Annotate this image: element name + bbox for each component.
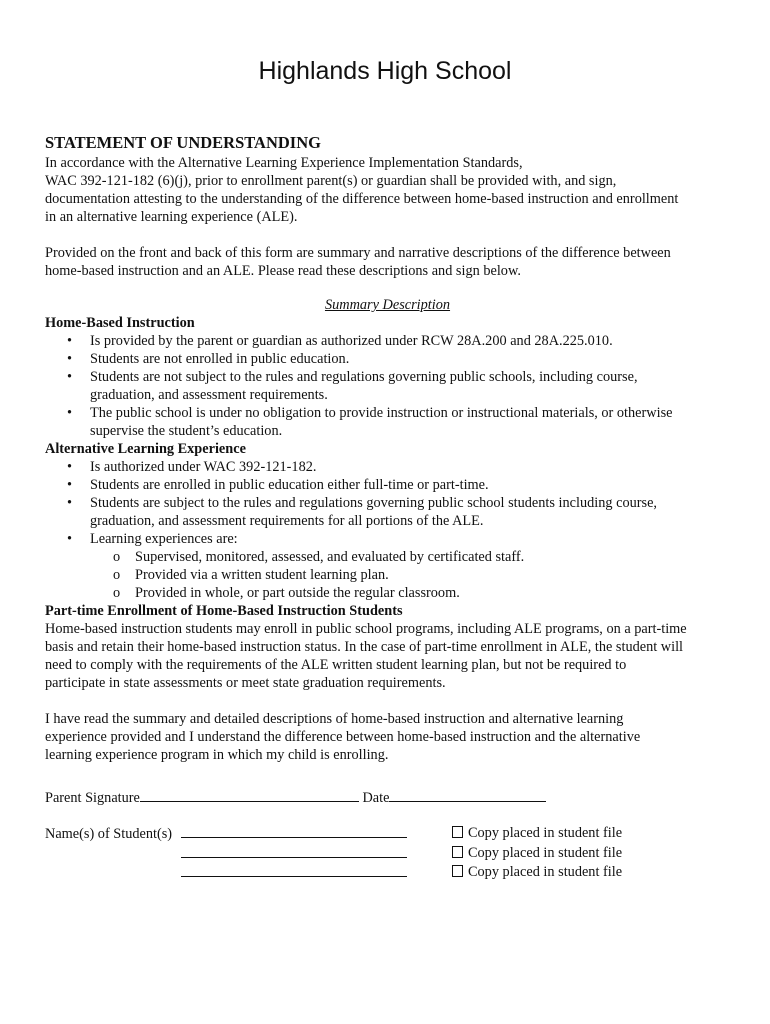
list-item: • Is provided by the parent or guardian as authorized under RCW 28A.200 and 28A.225.010. bbox=[45, 332, 730, 350]
date-line[interactable] bbox=[389, 788, 546, 802]
home-based-heading: Home-Based Instruction bbox=[45, 315, 195, 331]
sub-list-item: o Provided in whole, or part outside the regular classroom. bbox=[113, 585, 460, 601]
intro-line: WAC 392-121-182 (6)(j), prior to enrollment parent(s) or guardian shall be provided with, and sign, bbox=[45, 173, 617, 189]
list-item: • Learning experiences are: o Supervised, monitored, assessed, and evaluated by certificated staff. o Provided via a written student learning plan. o Provided in whole, or part outside the regular classroom. bbox=[45, 530, 730, 602]
intro-line: In accordance with the Alternative Learning Experience Implementation Standards, bbox=[45, 155, 523, 171]
list-item: • The public school is under no obligation to provide instruction or instructional materials, or otherwise supervise the student’s education. bbox=[45, 404, 730, 440]
provided-line: home-based instruction and an ALE. Please read these descriptions and sign below. bbox=[45, 263, 521, 279]
copy-checkboxes bbox=[452, 824, 622, 883]
copy-checkbox-row[interactable] bbox=[452, 844, 622, 864]
student-name-line[interactable] bbox=[181, 863, 407, 877]
intro-line: documentation attesting to the understanding of the difference between home-based instruction and enrollment bbox=[45, 191, 679, 207]
school-title: Highlands High School bbox=[258, 57, 512, 85]
checkbox[interactable] bbox=[452, 826, 463, 838]
list-item: • Students are not enrolled in public education. bbox=[45, 350, 730, 368]
date-label: Date bbox=[362, 790, 390, 806]
list-item: • Students are subject to the rules and regulations governing public school students including course, graduation, and assessment requirements for all portions of the ALE. bbox=[45, 494, 730, 530]
home-based-list bbox=[45, 332, 730, 440]
acknowledgement-paragraph: I have read the summary and detailed descriptions of home-based instruction and alternative learning experience provided and I understand the difference between home-based instruction and the alternative learning experience program in which my child is enrolling. bbox=[45, 711, 641, 763]
sub-list-item: o Supervised, monitored, assessed, and evaluated by certificated staff. bbox=[113, 549, 525, 565]
student-names-label: Name(s) of Student(s) bbox=[45, 826, 173, 842]
checkbox[interactable] bbox=[452, 865, 463, 877]
part-time-heading: Part-time Enrollment of Home-Based Instruction Students bbox=[45, 603, 403, 619]
intro-line: in an alternative learning experience (ALE). bbox=[45, 209, 298, 225]
copy-label: Copy placed in student file bbox=[468, 844, 623, 861]
parent-signature-row bbox=[45, 788, 546, 807]
list-item: • Students are enrolled in public education either full-time or part-time. bbox=[45, 476, 730, 494]
ale-list bbox=[45, 458, 730, 602]
list-item: • Is authorized under WAC 392-121-182. bbox=[45, 458, 730, 476]
form-body bbox=[45, 132, 730, 764]
checkbox[interactable] bbox=[452, 846, 463, 858]
statement-heading: STATEMENT OF UNDERSTANDING bbox=[45, 133, 321, 152]
learning-experiences-sublist bbox=[90, 548, 730, 602]
ale-heading: Alternative Learning Experience bbox=[45, 441, 246, 457]
sub-list-item: o Provided via a written student learning plan. bbox=[113, 567, 389, 583]
parent-signature-label: Parent Signature bbox=[45, 790, 140, 806]
student-name-line[interactable] bbox=[181, 824, 407, 838]
copy-checkbox-row[interactable] bbox=[452, 824, 622, 844]
summary-description-label: Summary Description bbox=[324, 297, 451, 313]
copy-label: Copy placed in student file bbox=[468, 825, 623, 841]
student-names-block bbox=[45, 824, 407, 883]
provided-line: Provided on the front and back of this form are summary and narrative descriptions of the difference between bbox=[45, 245, 671, 261]
parent-signature-line[interactable] bbox=[140, 788, 359, 802]
provided-paragraph bbox=[45, 244, 730, 280]
part-time-paragraph: Home-based instruction students may enroll in public school programs, including ALE programs, on a part-time basis and retain their home-based instruction status. In the case of part-time enrollment in ALE, the student will need to comply with the requirements of the ALE written student learning plan, but not be required to participate in state assessments or meet state graduation requirements. bbox=[45, 621, 687, 691]
intro-paragraph bbox=[45, 154, 730, 226]
student-name-line[interactable] bbox=[181, 844, 407, 858]
list-item: • Students are not subject to the rules and regulations governing public schools, including course, graduation, and assessment requirements. bbox=[45, 368, 730, 404]
copy-checkbox-row[interactable] bbox=[452, 863, 622, 883]
copy-label: Copy placed in student file bbox=[468, 864, 623, 880]
